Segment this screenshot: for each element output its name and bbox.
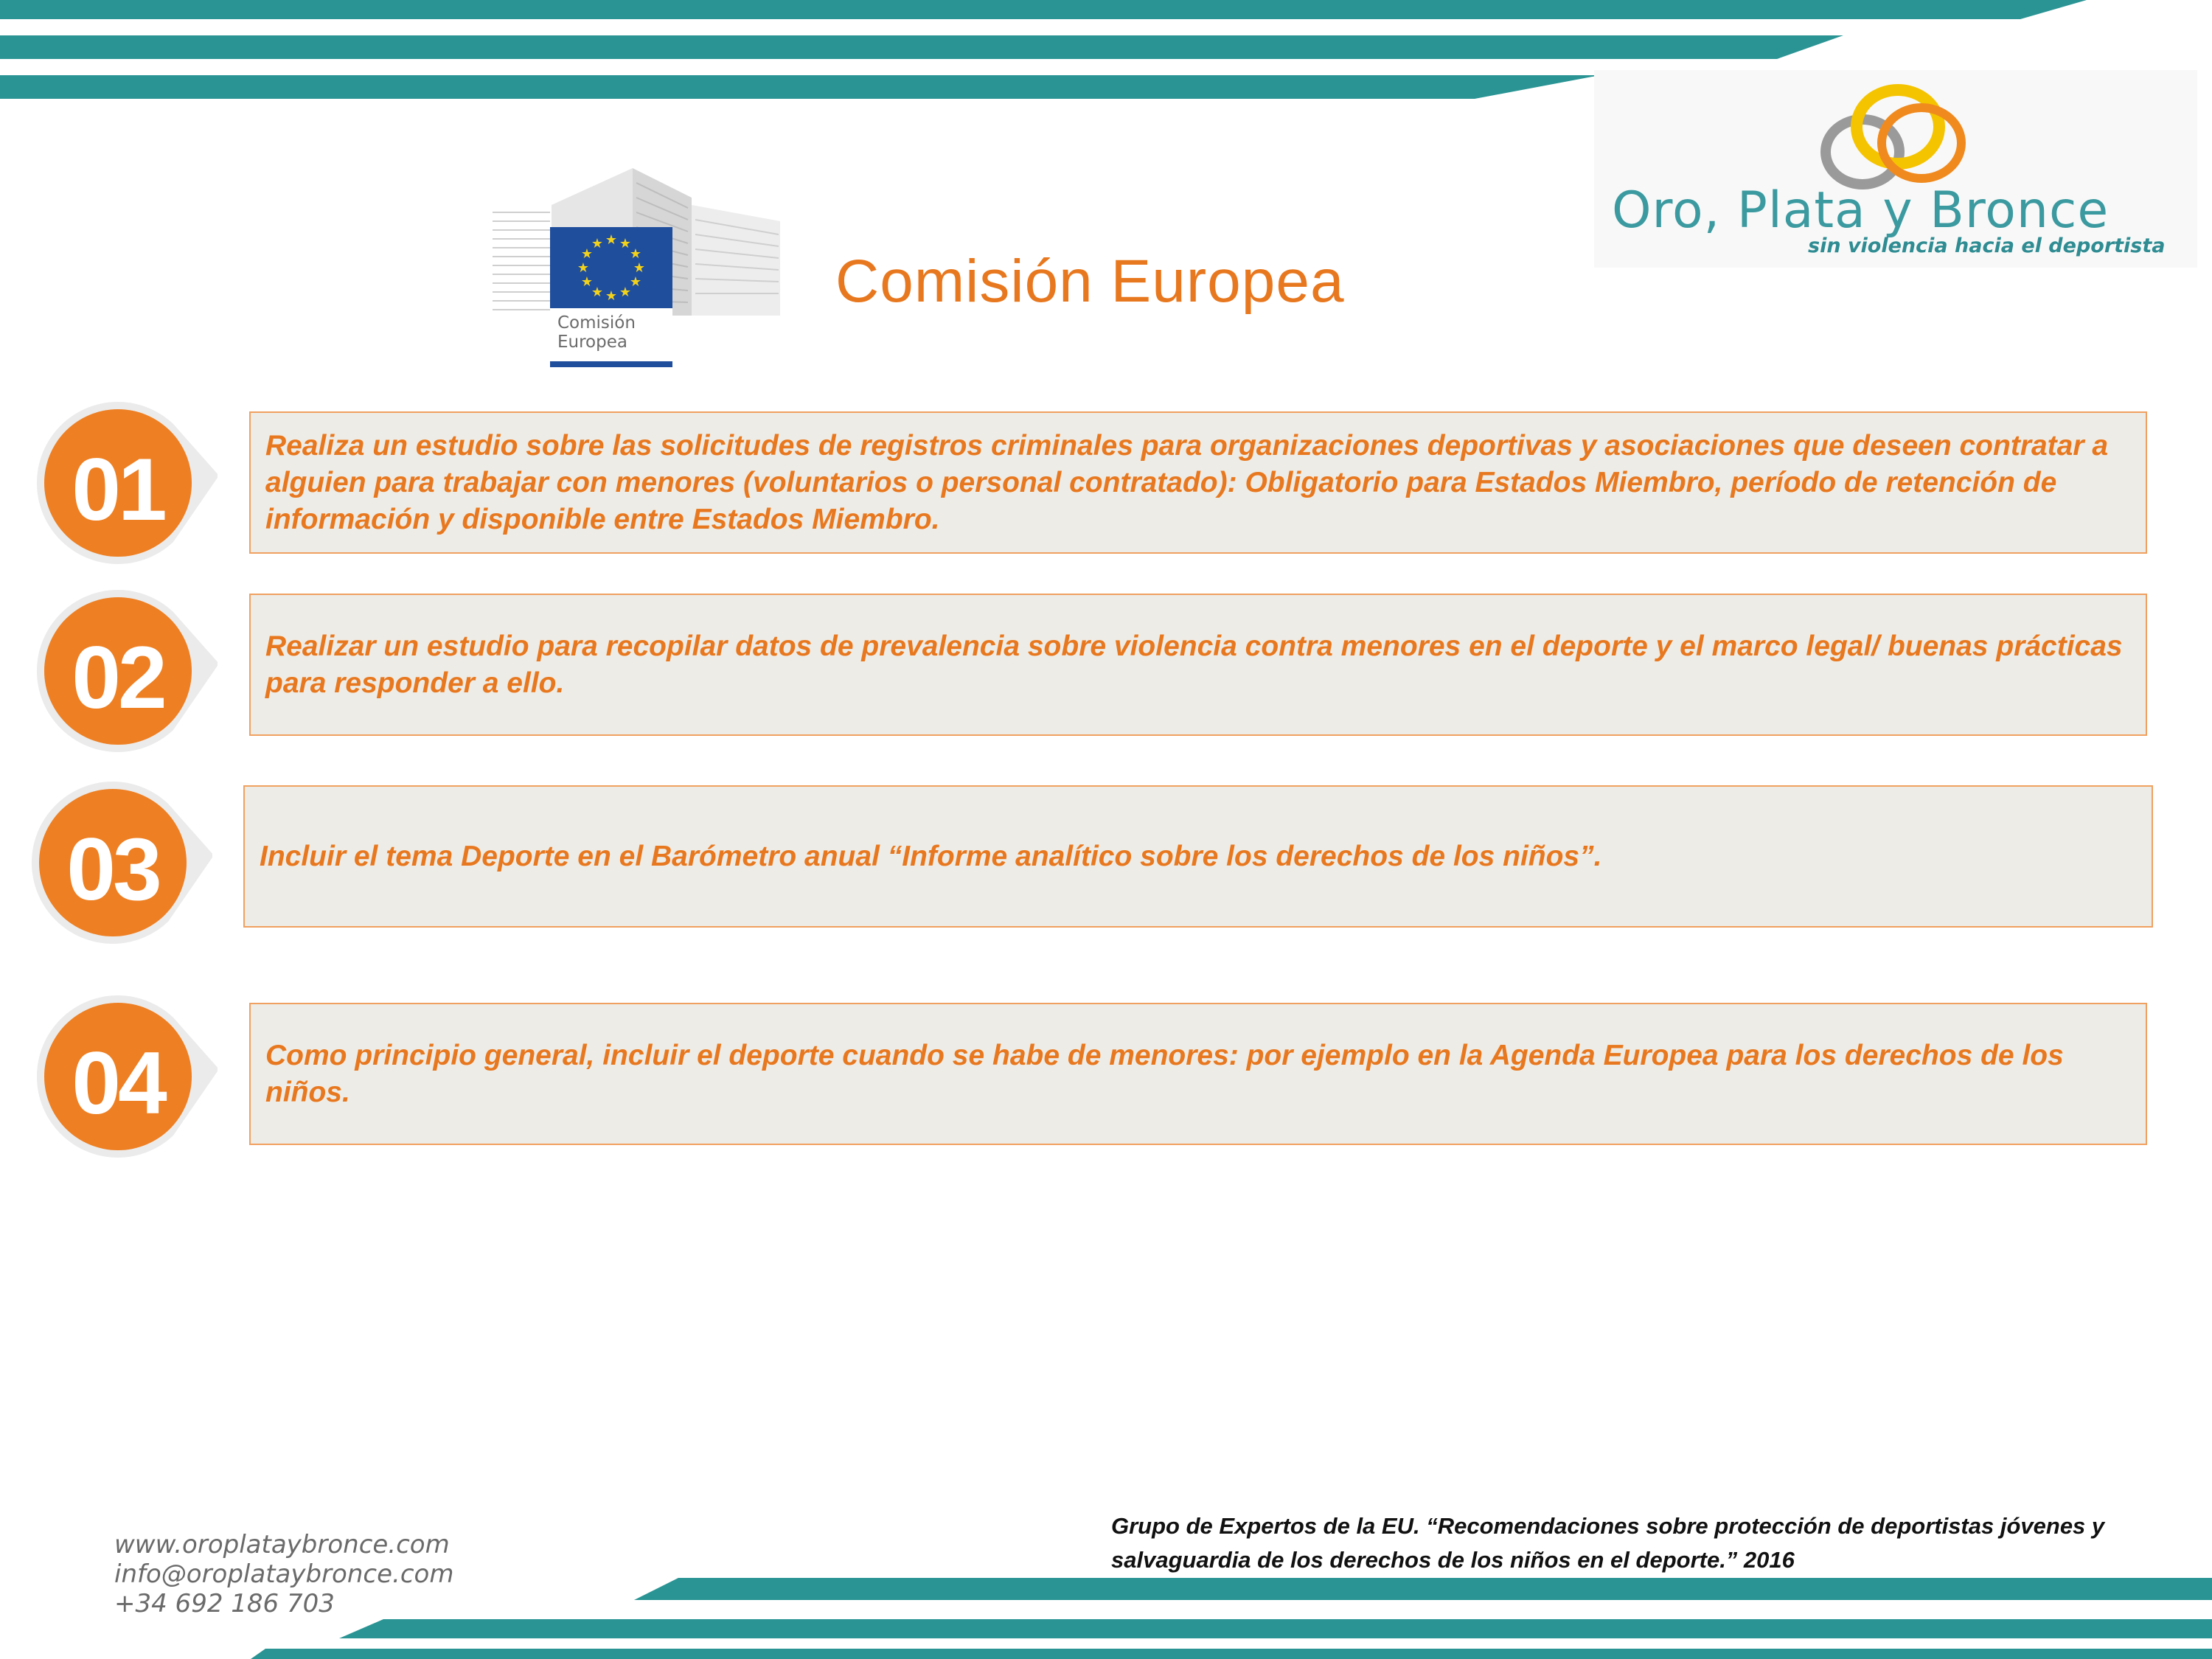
svg-text:★: ★ (629, 274, 642, 290)
item-box (249, 411, 2147, 554)
email-link[interactable]: info@oroplataybronce.com (114, 1559, 454, 1589)
svg-text:★: ★ (605, 288, 618, 304)
eu-logo-caption (557, 313, 636, 352)
svg-text:★: ★ (591, 285, 604, 300)
item-text: Incluir el tema Deporte en el Barómetro anual “Informe analítico sobre los derechos de los niños”. (260, 840, 1602, 872)
svg-text:★: ★ (580, 274, 594, 290)
item-number: 03 (66, 820, 159, 919)
eu-logo-caption-line1: Comisión (557, 313, 636, 333)
svg-text:★: ★ (580, 246, 594, 262)
item-text: Como principio general, incluir el deporte cuando se habe de menores: por ejemplo en la Agenda Europea para los derechos de los niños. (265, 1039, 2064, 1108)
phone-number: +34 692 186 703 (114, 1589, 335, 1618)
item-number: 02 (72, 628, 164, 727)
source-citation: Grupo de Expertos de la EU. “Recomendaciones sobre protección de deportistas jóvenes y salvaguardia de los derechos de los niños en el deporte.” 2016 (1111, 1513, 2105, 1573)
brand-tagline: sin violencia hacia el deportista (1808, 234, 2166, 257)
eu-logo-caption-line2: Europea (557, 333, 627, 352)
european-commission-logo (493, 168, 780, 369)
item-box (249, 594, 2147, 736)
item-box (249, 1003, 2147, 1145)
page-title: Comisión Europea (835, 248, 1345, 315)
svg-text:★: ★ (619, 285, 632, 300)
item-text: Realiza un estudio sobre las solicitudes de registros criminales para organizaciones deportivas y asociaciones que deseen contratar a alguien para trabajar con menores (voluntarios o personal contratado): Obligatorio para Estados Miembro, período de retención de información y disponible entre Estados Miembro. (265, 429, 2109, 535)
brand-name: Oro, Plata y Bronce (1612, 181, 2110, 240)
item-number: 04 (72, 1034, 164, 1133)
svg-text:★: ★ (629, 246, 642, 262)
item-box (243, 785, 2153, 928)
svg-text:★: ★ (619, 236, 632, 251)
footer-stripes (0, 1563, 2212, 1659)
website-link[interactable]: www.oroplataybronce.com (114, 1530, 450, 1559)
svg-text:★: ★ (591, 236, 604, 251)
svg-text:★: ★ (577, 260, 590, 276)
svg-text:★: ★ (633, 260, 646, 276)
rings-logo-icon (1815, 81, 1978, 192)
item-number: 01 (72, 440, 164, 539)
item-text: Realizar un estudio para recopilar datos de prevalencia sobre violencia contra menores en el deporte y el marco legal/ buenas prácticas para responder a ello. (265, 630, 2123, 699)
svg-text:★: ★ (605, 232, 618, 248)
